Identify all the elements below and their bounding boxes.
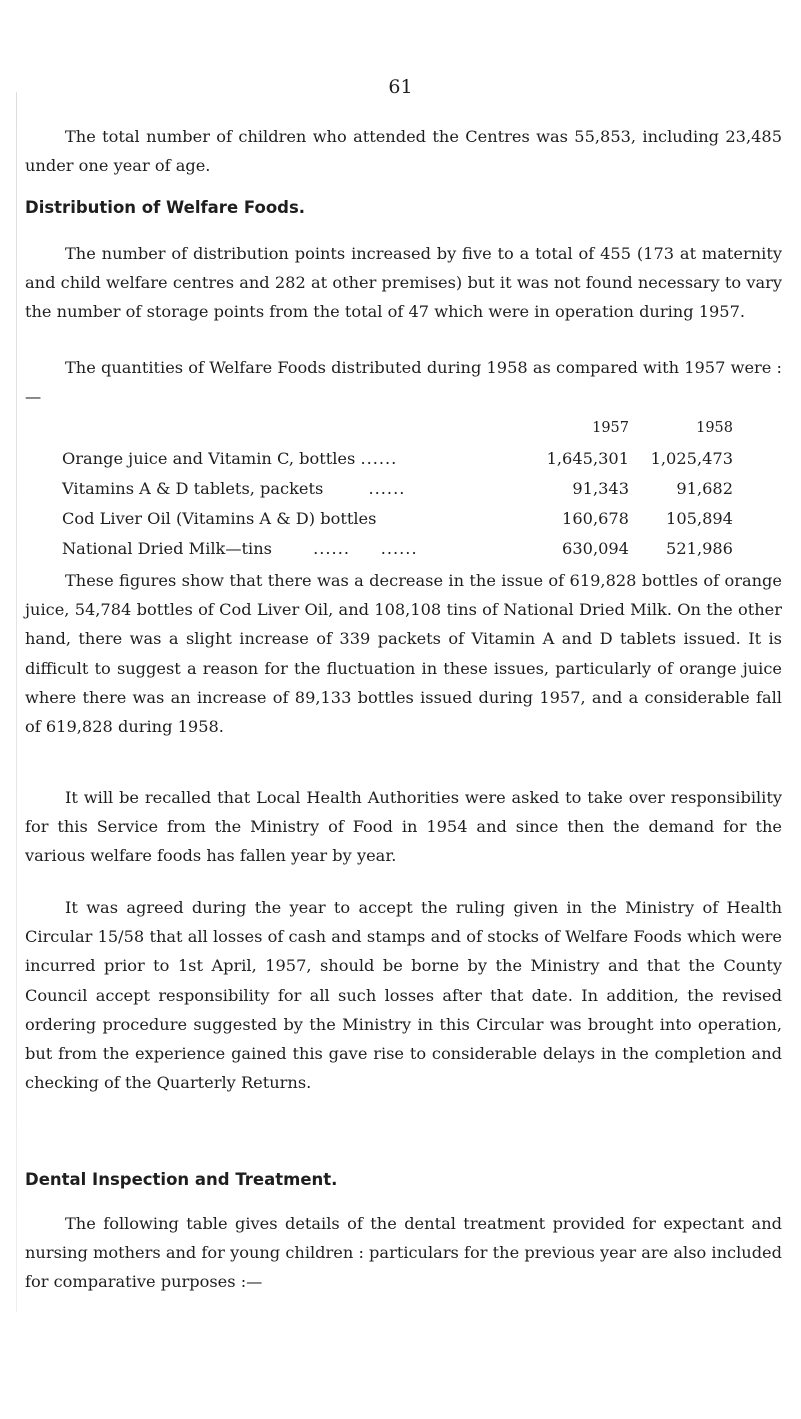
heading-dental: Dental Inspection and Treatment. <box>25 1170 338 1189</box>
table-row <box>62 533 733 563</box>
scan-margin-line <box>16 92 17 1312</box>
header-1958: 1958 <box>696 420 733 436</box>
paragraph-dental-intro: The following table gives details of the dental treatment provided for expectant and nursing mothers and for young children : particulars for the previous year are also included for comparative purposes :— <box>25 1214 782 1292</box>
value-1958: 105,894 <box>666 508 733 528</box>
table-row <box>62 473 733 503</box>
paragraph-quantities-intro: The quantities of Welfare Foods distributed during 1958 as compared with 1957 were :— <box>25 358 782 407</box>
table-header-row <box>62 413 733 443</box>
paragraph-responsibility: It will be recalled that Local Health Authorities were asked to take over responsibility for this Service from the Ministry of Food in 1954 and since then the demand for the various welfare foods has fallen year by year. <box>25 788 782 866</box>
value-1957: 160,678 <box>562 508 629 528</box>
paragraph-distribution-points: The number of distribution points increased by five to a total of 455 (173 at maternity and child welfare centres and 282 at other premises) but it was not found necessary to vary the number of storage points from the total of 47 which were in operation during 1957. <box>25 244 782 322</box>
leader-dots: ...... <box>368 478 406 498</box>
paragraph-attendance: The total number of children who attended the Centres was 55,853, including 23,485 under one year of age. <box>25 127 782 176</box>
paragraph-circular: It was agreed during the year to accept the ruling given in the Ministry of Health Circular 15/58 that all losses of cash and stamps and of stocks of Welfare Foods which were incurred prior to 1st April, 1957, should be borne by the Ministry and that the County Council accept responsibility for all such losses after that date. In addition, the revised ordering procedure suggested by the Ministry in this Circular was brought into operation, but from the experience gained this gave rise to considerable delays in the completion and checking of the Quarterly Returns. <box>25 898 782 1093</box>
row-label: Orange juice and Vitamin C, bottles <box>62 448 356 468</box>
row-label: Vitamins A & D tablets, packets <box>62 478 324 498</box>
leader-dots: ...... <box>360 448 398 468</box>
table-row <box>62 503 733 533</box>
value-1957: 630,094 <box>562 538 629 558</box>
value-1958: 521,986 <box>666 538 733 558</box>
row-label: Cod Liver Oil (Vitamins A & D) bottles <box>62 508 377 528</box>
leader-dots: ...... ...... <box>313 538 418 558</box>
value-1957: 91,343 <box>572 478 629 498</box>
header-1957: 1957 <box>592 420 629 436</box>
paragraph-figures-decrease: These figures show that there was a decrease in the issue of 619,828 bottles of orange juice, 54,784 bottles of Cod Liver Oil, and 108,108 tins of National Dried Milk. On the other hand, there was a slight increase of 339 packets of Vitamin A and D tablets issued. It is difficult to suggest a reason for the fluctuation in these issues, particularly of orange juice where there was an increase of 89,133 bottles issued during 1957, and a considerable fall of 619,828 during 1958. <box>25 571 782 737</box>
value-1958: 91,682 <box>676 478 733 498</box>
value-1958: 1,025,473 <box>650 448 733 468</box>
row-label: National Dried Milk—tins <box>62 538 272 558</box>
value-1957: 1,645,301 <box>546 448 629 468</box>
heading-welfare-foods: Distribution of Welfare Foods. <box>25 198 306 217</box>
page-number: 61 <box>388 76 413 98</box>
table-row <box>62 443 733 473</box>
welfare-foods-table <box>62 413 733 563</box>
